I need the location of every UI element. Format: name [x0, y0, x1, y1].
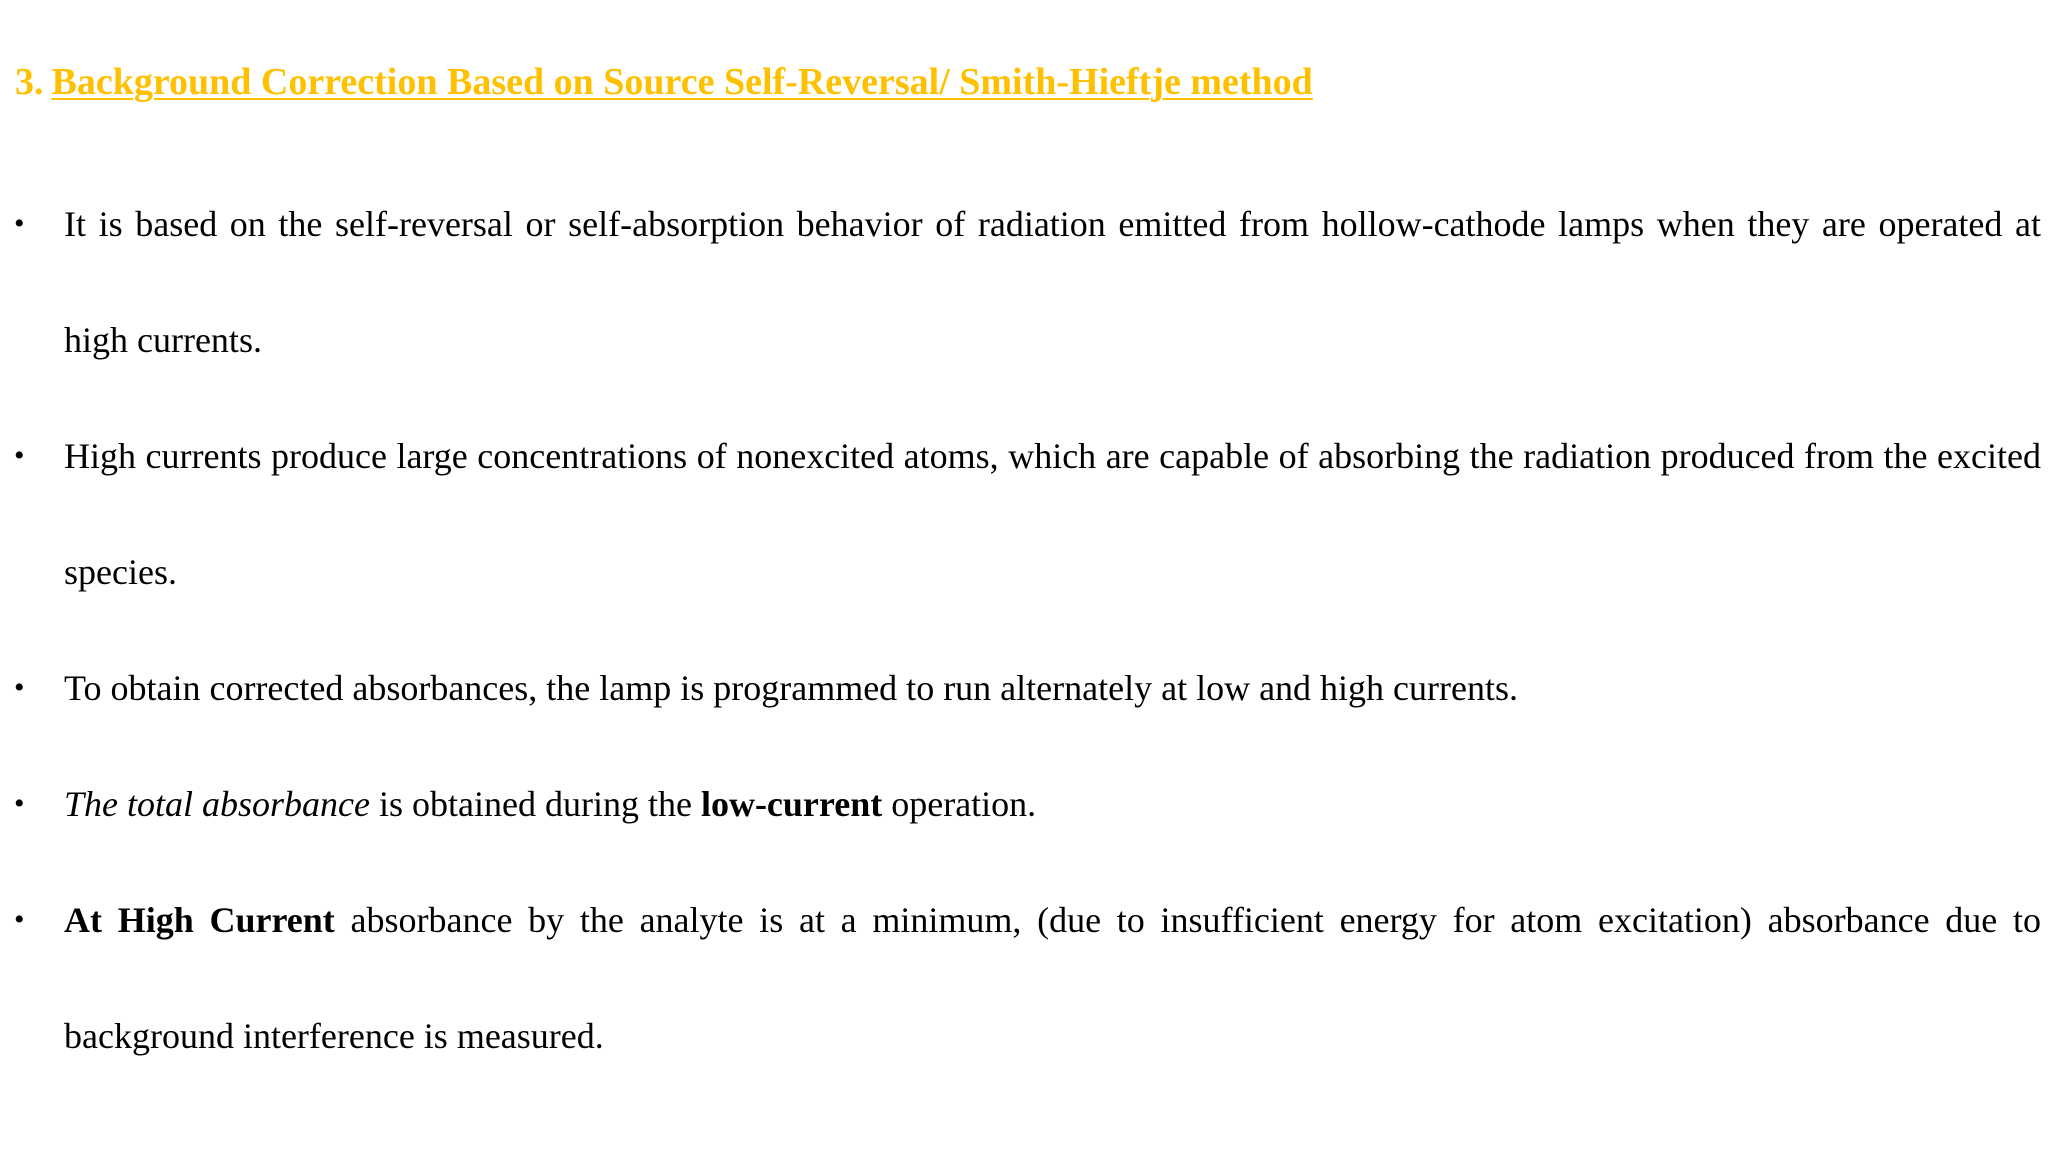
section-number: 3. [15, 61, 44, 103]
bold-phrase: At High Current [64, 900, 335, 940]
bold-phrase: low-current [700, 784, 883, 824]
bullet-item-high-currents [0, 398, 2048, 630]
italic-phrase: The total absorbance [64, 784, 370, 824]
bullet-text: High currents produce large concentrations of nonexcited atoms, which are capable of absorbing the radiation produced from the excited species. [64, 436, 2041, 592]
bullet-item-total-absorbance [0, 746, 2048, 862]
bullet-icon: • [14, 903, 25, 936]
section-heading [15, 56, 1313, 108]
bullet-icon: • [14, 671, 25, 704]
text-run: operation. [882, 784, 1037, 824]
text-run: is obtained during the [369, 784, 701, 824]
bullet-item-high-current [0, 862, 2048, 1094]
bullet-icon: • [14, 787, 25, 820]
section-title: Background Correction Based on Source Self-Reversal/ Smith-Hieftje method [51, 61, 1313, 103]
text-run: absorbance by the analyte is at a minimum, (due to insufficient energy for atom excitation) absorbance due to background interference is measured. [64, 900, 2041, 1056]
bullet-icon: • [14, 207, 25, 240]
bullet-text [64, 862, 2041, 1094]
bullet-icon: • [14, 439, 25, 472]
bullet-item-corrected-absorbances [0, 630, 2048, 746]
bullet-text: It is based on the self-reversal or self-absorption behavior of radiation emitted from hollow-cathode lamps when they are operated at high currents. [64, 204, 2041, 360]
bullet-item-self-reversal [0, 166, 2048, 398]
bullet-text [64, 746, 2041, 862]
bullet-list [0, 166, 2048, 1094]
bullet-text: To obtain corrected absorbances, the lamp is programmed to run alternately at low and high currents. [64, 668, 1518, 708]
